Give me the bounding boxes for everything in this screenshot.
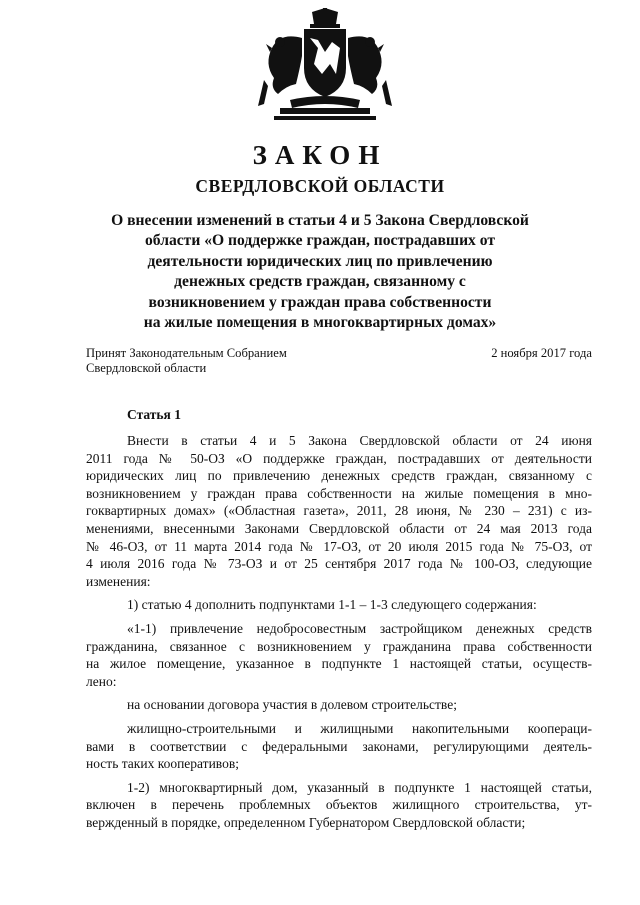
paragraph-line: 2011 года № 50-ОЗ «О поддержке граждан, пострадавших от деятельности xyxy=(86,450,592,466)
paragraph-line: 4 июля 2016 года № 73-ОЗ и от 25 сентября 2017 года № 100-ОЗ, следующие xyxy=(86,556,592,572)
subject-line: возникновением у граждан права собственности xyxy=(148,293,492,311)
subject-line: денежных средств граждан, связанному с xyxy=(174,273,466,291)
paragraph-line: на основании договора участия в долевом строительстве; xyxy=(127,697,457,713)
paragraph-line: 1) статью 4 дополнить подпунктами 1-1 – 1-3 следующего содержания: xyxy=(127,597,537,613)
paragraph-line: возникновением у граждан права собственности на жилые помещения в мно- xyxy=(86,485,592,501)
adopted-line: Свердловской области xyxy=(86,361,207,375)
coat-of-arms-emblem xyxy=(250,8,400,126)
paragraph-line: № 46-ОЗ, от 11 марта 2014 года № 17-ОЗ, от 20 июля 2015 года № 75-ОЗ, от xyxy=(86,538,592,554)
article-title: Статья 1 xyxy=(127,407,181,422)
paragraph-line: лено: xyxy=(86,673,117,689)
subject-line: на жилые помещения в многоквартирных домах» xyxy=(143,314,497,332)
document-issuer: СВЕРДЛОВСКОЙ ОБЛАСТИ xyxy=(195,176,445,196)
document-title: ЗАКОН xyxy=(252,140,388,170)
paragraph xyxy=(86,720,592,773)
article-body xyxy=(86,432,592,831)
paragraph-line: Внести в статьи 4 и 5 Закона Свердловской области от 24 июня xyxy=(127,433,592,448)
paragraph-line: «1-1) привлечение недобросовестным застройщиком денежных средств xyxy=(127,620,592,636)
subject-line: области «О поддержке граждан, пострадавших от xyxy=(144,232,495,250)
subject-line: деятельности юридических лиц по привлечению xyxy=(147,252,493,270)
paragraph xyxy=(86,696,592,714)
paragraph-line: вами в соответствии с федеральными законами, регулирующими деятель- xyxy=(86,738,592,754)
paragraph-line: жилищно-строительными и жилищными накопительными коопераци- xyxy=(127,720,592,736)
paragraph-line: изменения: xyxy=(86,573,151,589)
subject-line: О внесении изменений в статьи 4 и 5 Закона Свердловской xyxy=(111,212,529,229)
paragraph-line: включен в перечень проблемных объектов жилищного строительства, ут- xyxy=(86,797,592,813)
paragraph xyxy=(86,620,592,690)
paragraph xyxy=(86,596,592,614)
law-subject xyxy=(0,211,640,333)
paragraph-line: на жилое помещение, указанное в подпункте 1 настоящей статьи, осуществ- xyxy=(86,656,592,672)
paragraph xyxy=(86,779,592,832)
paragraph-line: менениями, внесенными Законами Свердловской области от 24 мая 2013 года xyxy=(86,520,592,536)
adopted-line: Принят Законодательным Собранием xyxy=(86,346,287,360)
paragraph-line: гражданина, связанное с возникновением у гражданина права собственности xyxy=(86,638,592,654)
paragraph-line: вержденный в порядке, определенном Губернатором Свердловской области; xyxy=(86,814,526,830)
paragraph-line: ность таких кооперативов; xyxy=(86,756,239,772)
paragraph-line: гоквартирных домах» («Областная газета», 2011, 28 июня, № 230 – 231) с из- xyxy=(86,503,592,519)
adoption-date: 2 ноября 2017 года xyxy=(491,346,592,360)
adopted-by xyxy=(86,346,287,376)
paragraph xyxy=(86,432,592,590)
paragraph-line: 1-2) многоквартирный дом, указанный в подпункте 1 настоящей статьи, xyxy=(127,779,592,795)
paragraph-line: юридических лиц по привлечению денежных средств граждан, связанному с xyxy=(86,468,592,484)
